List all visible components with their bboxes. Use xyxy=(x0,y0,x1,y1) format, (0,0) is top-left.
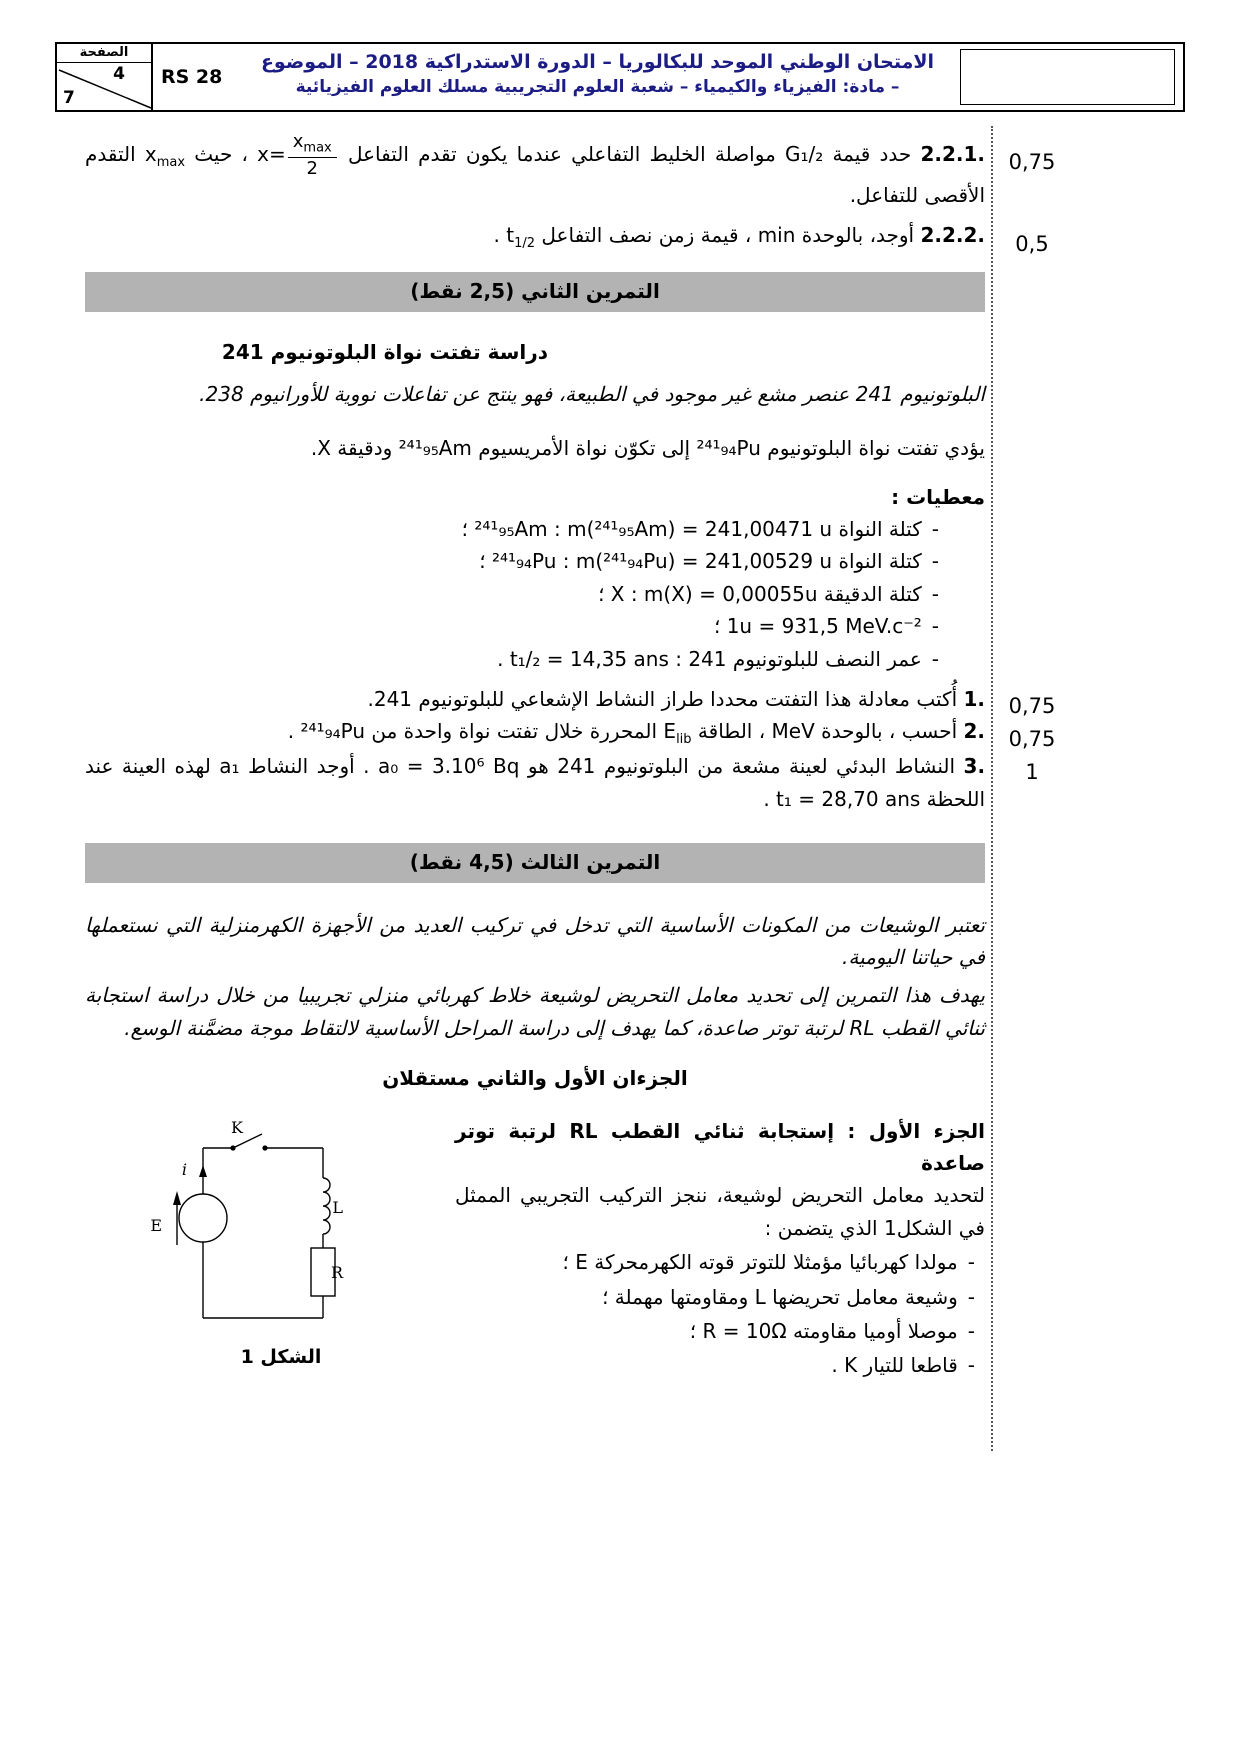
t-half-symbol: $t_{1/2}$ xyxy=(506,223,536,252)
question-text: أوجد، بالوحدة min ، قيمة زمن نصف التفاعل xyxy=(541,223,915,248)
part1-title: الجزء الأول : إستجابة ثنائي القطب RL لرتبة توتر صاعدة xyxy=(455,1118,985,1175)
exercise2-banner: التمرين الثاني (2,5 نقط) xyxy=(85,272,985,311)
exercise2-question1 xyxy=(85,683,985,715)
exercise3-intro1: تعتبر الوشيعات من المكونات الأساسية التي تدخل في تركيب العديد من الأجهزة الكهرمنزلية التي نستعملها في حياتنا اليومية. xyxy=(85,912,985,970)
dash-bullet: - xyxy=(967,1353,975,1378)
coil-label: L xyxy=(332,1197,343,1217)
fraction-formula: x= $\frac{x_{max}}{2}$ xyxy=(257,142,339,166)
exercise3-banner: التمرين الثالث (4,5 نقط) xyxy=(85,843,985,882)
switch-label: K xyxy=(231,1117,243,1137)
exercise2-intro: البلوتونيوم 241 عنصر مشع غير موجود في الطبيعة، فهو ينتج عن تفاعلات نووية للأورانيوم 238. xyxy=(199,381,985,406)
exam-content xyxy=(85,132,985,1382)
dash-bullet: - xyxy=(931,614,939,639)
exercise2-title: دراسة تفتت نواة البلوتونيوم 241 xyxy=(221,339,549,364)
header-empty-box xyxy=(960,49,1175,105)
decay-description: يؤدي تفتت نواة البلوتونيوم ²⁴¹₉₄Pu إلى تكوّن نواة الأمريسيوم ²⁴¹₉₅Am ودقيقة X. xyxy=(310,436,985,461)
energy-symbol: $E_{lib}$ xyxy=(663,719,692,748)
dash-bullet: - xyxy=(967,1318,975,1343)
dash-bullet: - xyxy=(931,517,939,542)
part-one xyxy=(85,1115,985,1382)
question-2-2-1 xyxy=(85,132,985,211)
part1-intro: لتحديد معامل التحريض لوشيعة، ننجز التركيب التجريبي الممثل في الشكل1 الذي يتضمن : xyxy=(455,1183,985,1240)
figure-caption: الشكل 1 xyxy=(240,1345,322,1368)
list-item: -قاطعا للتيار K . xyxy=(831,1353,975,1378)
dash-bullet: - xyxy=(967,1284,975,1309)
dash-bullet: - xyxy=(931,581,939,606)
parts-note: الجزءان الأول والثاني مستقلان xyxy=(382,1066,688,1091)
score-ex2-q1: 0,75 xyxy=(1008,694,1056,718)
score-ex2-q2: 0,75 xyxy=(1008,727,1056,751)
data-item: -1u = 931,5 MeV.c⁻² ؛ xyxy=(713,614,939,639)
score-2-2-1: 0,75 xyxy=(1008,150,1056,174)
exercise2-question3 xyxy=(85,750,985,815)
data-item: -كتلة الدقيقة X : m(X) = 0,00055u ؛ xyxy=(598,581,939,606)
question-number: 3. xyxy=(963,754,986,779)
question-text: أحسب ، بالوحدة MeV ، الطاقة xyxy=(697,719,958,744)
exercise3-intro2: يهدف هذا التمرين إلى تحديد معامل التحريض لوشيعة خلاط كهربائي منزلي تجريبيا من خلال دراسة استجابة ثنائي القطب RL لرتبة توتر صاعدة، كما يهدف إلى دراسة المراحل الأساسية لالتقاط موجة مضمَّنة الوسع. xyxy=(85,983,985,1040)
page-label: الصفحة xyxy=(57,44,151,63)
question-number: 2. xyxy=(963,719,985,744)
exam-titles xyxy=(235,44,960,110)
resistor-label: R xyxy=(330,1262,343,1282)
data-item: -كتلة النواة ²⁴¹₉₅Am : m(²⁴¹₉₅Am) = 241,00471 u ؛ xyxy=(461,517,939,542)
question-2-2-2 xyxy=(85,219,985,254)
circuit-figure xyxy=(131,1117,431,1373)
question-text: النشاط البدئي لعينة مشعة من البلوتونيوم 241 هو a₀ = 3.10⁶ Bq . أوجد النشاط a₁ لهذه العينة عند اللحظة t₁ = 28,70 ans . xyxy=(85,754,985,811)
score-2-2-2: 0,5 xyxy=(1015,232,1049,256)
question-text: حدد قيمة G₁/₂ مواصلة الخليط التفاعلي عندما يكون تقدم التفاعل xyxy=(347,141,912,166)
question-text: أُكتب معادلة هذا التفتت محددا طراز النشاط الإشعاعي للبلوتونيوم 241. xyxy=(367,687,958,712)
data-item: -كتلة النواة ²⁴¹₉₄Pu : m(²⁴¹₉₄Pu) = 241,00529 u ؛ xyxy=(479,549,939,574)
current-label: i xyxy=(181,1159,187,1179)
page-header xyxy=(55,42,1185,112)
list-item: -وشيعة معامل تحريضها L ومقاومتها مهملة ؛ xyxy=(602,1284,975,1309)
exercise2-question2 xyxy=(85,715,985,750)
dash-bullet: - xyxy=(931,646,939,671)
list-item: -مولدا كهربائيا مؤمثلا للتوتر قوته الكهرمحركة E ؛ xyxy=(562,1250,975,1275)
period: . xyxy=(493,223,500,248)
emf-label: E xyxy=(150,1215,162,1235)
data-label: معطيات : xyxy=(891,484,985,509)
page-total: 7 xyxy=(63,88,75,108)
question-number: 1. xyxy=(963,687,985,712)
data-item: -عمر النصف للبلوتونيوم 241 : t₁/₂ = 14,35 ans . xyxy=(497,646,939,671)
question-number: 2.2.2. xyxy=(920,223,985,248)
circuit-diagram xyxy=(150,1117,401,1338)
question-number: 2.2.1. xyxy=(920,141,986,166)
exam-title-line1: الامتحان الوطني الموحد للبكالوريا – الدورة الاستدراكية 2018 – الموضوع xyxy=(260,51,935,73)
xmax-symbol: $x_{max}$ xyxy=(144,141,186,170)
exam-code: RS 28 xyxy=(161,66,223,88)
page-number-box xyxy=(57,44,153,110)
exam-title-line2: – مادة: الفيزياء والكيمياء – شعبة العلوم التجريبية مسلك العلوم الفيزيائية xyxy=(295,77,900,97)
question-text: المحررة خلال تفتت نواة واحدة من ²⁴¹₉₄Pu . xyxy=(287,719,658,744)
list-item: -موصلا أوميا مقاومته R = 10Ω ؛ xyxy=(689,1318,975,1343)
question-text: ، حيث xyxy=(194,141,248,166)
page-current: 4 xyxy=(113,64,125,84)
score-ex2-q3: 1 xyxy=(1025,760,1039,784)
dash-bullet: - xyxy=(967,1250,975,1275)
dash-bullet: - xyxy=(931,549,939,574)
question-text: التقدم الأقصى للتفاعل. xyxy=(85,141,985,207)
marks-divider xyxy=(991,126,993,1451)
